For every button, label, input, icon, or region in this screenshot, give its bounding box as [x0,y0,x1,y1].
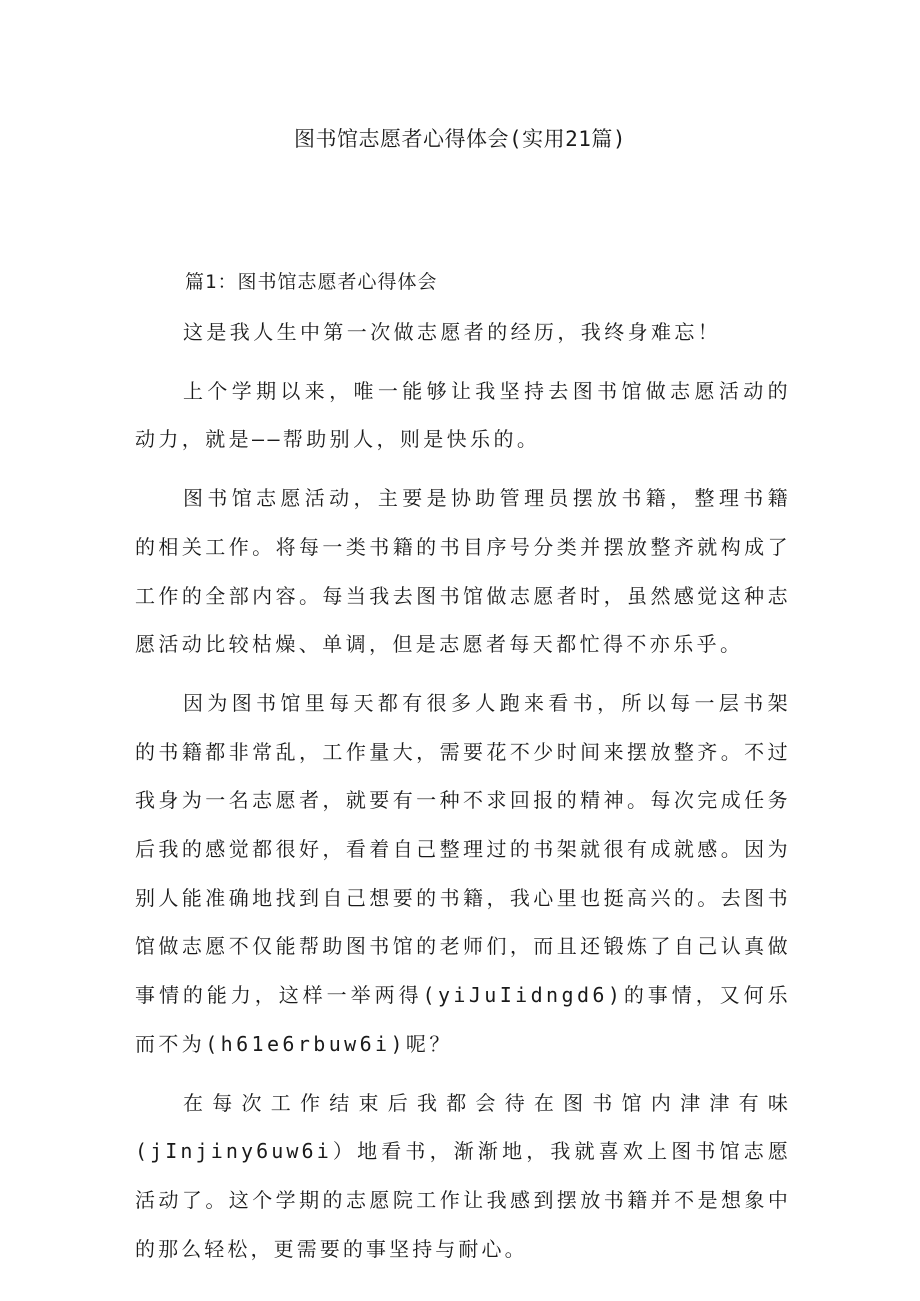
paragraph-1: 这是我人生中第一次做志愿者的经历，我终身难忘！ [183,320,722,344]
paragraph-5: 在每次工作结束后我都会待在图书馆内津津有味(jInjiny6uw6i）地看书，渐渐地，我就喜欢上图书馆志愿活动了。这个学期的志愿院工作让我感到摆放书籍并不是想象中的那么轻松，更需要的事坚持与耐心。 [135,1090,791,1261]
paragraph-2: 上个学期以来，唯一能够让我坚持去图书馆做志愿活动的动力，就是——帮助别人，则是快乐的。 [135,378,791,452]
section-heading: 篇1：图书馆志愿者心得体会 [185,271,438,293]
document-title: 图书馆志愿者心得体会(实用21篇) [293,127,627,151]
paragraph-3: 图书馆志愿活动，主要是协助管理员摆放书籍，整理书籍的相关工作。将每一类书籍的书目序号分类并摆放整齐就构成了工作的全部内容。每当我去图书馆做志愿者时，虽然感觉这种志愿活动比较枯燥、单调，但是志愿者每天都忙得不亦乐乎。 [135,486,791,657]
paragraph-4: 因为图书馆里每天都有很多人跑来看书，所以每一层书架的书籍都非常乱，工作量大，需要花不少时间来摆放整齐。不过我身为一名志愿者，就要有一种不求回报的精神。每次完成任务后我的感觉都很好，看着自己整理过的书架就很有成就感。因为别人能准确地找到自己想要的书籍，我心里也挺高兴的。去图书馆做志愿不仅能帮助图书馆的老师们，而且还锻炼了自己认真做事情的能力，这样一举两得(yiJuIidngd6)的事情，又何乐而不为(h61e6rbuw6i)呢？ [135,690,791,1056]
document-body [135,264,791,1273]
